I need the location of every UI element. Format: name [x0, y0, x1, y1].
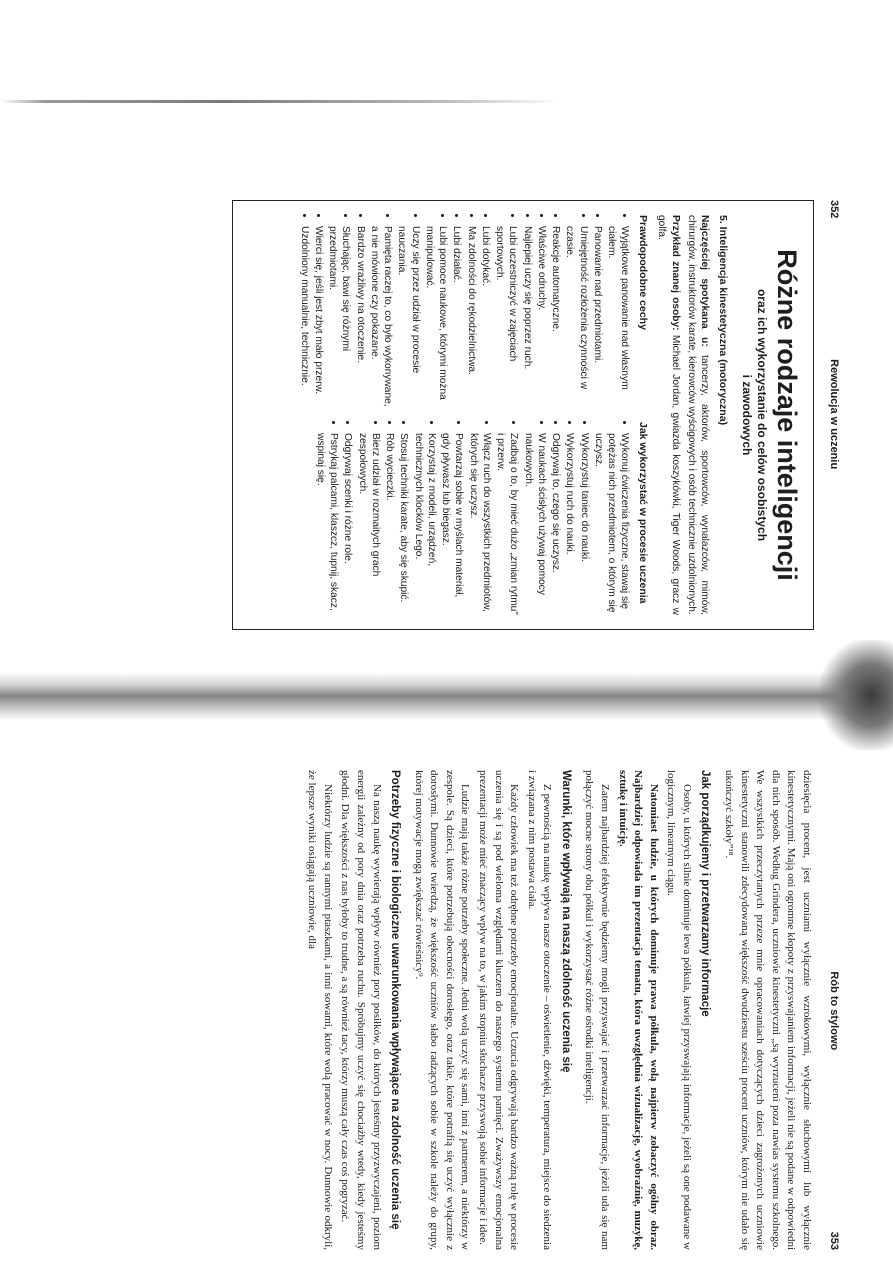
page-number: 352 — [828, 200, 840, 219]
most-common-text: tancerzy, aktorów, sportowców, wynalazców, mimów, chirurgów, instruktorów karate, kierowców wyścigowych i osób technicznie uzdolnionych. — [685, 215, 711, 615]
trait-item: • Pamięta raczej to, co było wykonywane, a nie mówione czy pokazane. — [368, 226, 395, 408]
paragraph: Ludzie mają także różne potrzeby społeczne. Jedni wolą uczyć się sami, inni z partnerem, a niektórzy w zespole. Są dzieci, które potrzebują obecności dorosłego, oraz takie, które potrafią się uczyć wyłącznie z dorosłymi. Dunnowie twierdzą, że większość uczniów słabo radzących sobie w szkole należy do grupy, której motywacje mogą zwiększać rówieśnicy⁹. — [412, 770, 472, 1250]
subtitle-line-2: i zawodowych — [739, 374, 754, 456]
running-head-title: Rewolucja w uczeniu — [828, 359, 840, 470]
traits-list — [297, 215, 631, 408]
usage-item: • Zadbaj o to, by mieć dużo „zmian rytmu” i przerw. — [494, 433, 521, 615]
famous-paragraph — [655, 215, 682, 615]
trait-item: • Panowanie nad przedmiotami. — [591, 226, 604, 408]
famous-text: Michael Jordan, gwiazda koszykówki, Tiger Woods, gracz w golfa. — [656, 215, 681, 615]
trait-item: • Ma zdolności do rękodzielnictwa. — [464, 226, 477, 408]
trait-item: • Lubi działać. — [450, 226, 463, 408]
heading-information-processing: Jak porządkujemy i przetwarzamy informacje — [699, 770, 712, 1017]
usage-item: • Korzystaj z modeli, urządzeń, technicznych klocków Lego. — [411, 433, 438, 615]
paragraph: Każdy człowiek ma też odrębne potrzeby emocjonalne. Uczucia odgrywają bardzo ważną rolę w procesie uczenia się i są pod wieloma względami kluczem do naszego systemu pamięci. Zważywszy emocjonalna prezentacji może mieć znaczący wpływ na to, w jakim stopniu słuchacze przyswoją sobie informacje i idee. — [476, 770, 521, 1250]
paragraph: Niektórzy ludzie są rannymi ptaszkami, a inni sowami, które wolą pracować w nocy. Dunnowie odkryli, że lepsze wyniki osiągają uczniowie, dla — [306, 770, 334, 1250]
box-subtitle — [739, 215, 769, 615]
heading-learning-conditions: Warunki, które wpływają na naszą zdolność uczenia się — [559, 770, 572, 1073]
paragraph: Z pewnością na naukę wpływa nasze otoczenie – oświetlenie, dźwięki, temperatura, miejsce do siedzenia i związana z nim postawa ciała. — [525, 770, 554, 1250]
most-common-paragraph — [685, 215, 712, 615]
scan-artifact-line — [0, 100, 560, 103]
usage-item: • Stosuj techniki karate, aby się skupić. — [397, 433, 410, 615]
trait-item: • Reakcje automatyczne. — [549, 226, 562, 408]
trait-item: • Uczy się przez udział w procesie nauczania. — [395, 226, 422, 408]
usage-item: • Wykorzystuj taniec do nauki. — [577, 433, 590, 615]
usage-item: • Bierz udział w rozmaitych grach zespołowych. — [355, 433, 382, 615]
traits-heading: Prawdopodobne cechy — [637, 215, 650, 330]
page-352 — [80, 200, 840, 630]
usage-item: • W naukach ścisłych używaj pomocy naukowych. — [521, 433, 548, 615]
paragraph-bold: Natomiast ludzie, u których dominuje prawa półkula, wolą najpierw zobaczyć ogólny obraz. Najbardziej odpowiada im prezentacja tematu, która uwzględnia wizualizację, wyobraźnię, muzykę, sztukę i intuicję. — [616, 770, 660, 1250]
usage-list — [314, 422, 632, 615]
subtitle-line-1: oraz ich wykorzystanie do celów osobistych — [754, 288, 769, 542]
page-353 — [80, 770, 840, 1250]
trait-item: • Lubi pomoce naukowe, którymi można manipulować. — [423, 226, 450, 408]
page-number: 353 — [828, 1231, 840, 1250]
intro-paragraph: dziesięcia procent, jest uczniami wyłącznie wzrokowymi, wyłącznie słuchowymi lub wyłącznie kinestetycznymi. Mają oni ogromne kłopoty z przyswajaniem informacji, jeżeli nie są podane w odpowiedni dla nich sposób. Według Grindera, uczniowie kinestetyczni „są wyrzuceni poza nawias systemu szkolnego. We wszystkich przeczytanych przeze mnie opracowaniach dotyczących dzieci zagrożonych uczniowie kinestetyczni stanowili zdecydowaną większość dwudziestu sześciu procent uczniów, którym nie udało się ukończyć szkoły”¹⁸. — [722, 770, 813, 1250]
usage-item: • Wykonuj ćwiczenia fizyczne, stawaj się potężas nich przedmiotem, o którym się uczysz. — [592, 433, 632, 615]
trait-item: • Słuchając, bawi się różnymi przedmiotami. — [326, 226, 353, 408]
trait-item: • Uzdolniony manualnie, technicznie. — [297, 226, 310, 408]
trait-item: • Lubi dotykać. — [479, 226, 492, 408]
usage-item: • Wykorzystuj ruch do nauki. — [563, 433, 576, 615]
usage-item: • Powtarzaj sobie w myślach materiał, gdy pływasz lub biegasz. — [439, 433, 466, 615]
paragraph: Zatem najbardziej efektywnie będziemy mogli przyswajać i przetwarzać informacje, jeżeli uda się nam połączyć mocne strony obu półkul i wykorzystać różne ośrodki inteligencji. — [583, 770, 611, 1250]
most-common-label: Najczęściej spotykana u: — [699, 215, 711, 347]
running-head-left — [828, 200, 840, 630]
usage-column — [296, 422, 649, 615]
trait-item: • Bardzo wrażliwy na otoczenie. — [353, 226, 366, 408]
trait-item: • Lubi uczestniczyć w zajęciach sportowych. — [493, 226, 520, 408]
body-text — [304, 770, 814, 1250]
book-spine-blob — [820, 640, 893, 750]
book-spine-shadow — [0, 672, 893, 720]
usage-item: • Odgrywaj scenki i różne role. — [341, 433, 354, 615]
running-head-title: Rób to stylowo — [828, 971, 840, 1051]
paragraph: Osoby, u których silnie dominuje lewa półkula, łatwiej przyswajają informacje, jeżeli są one podawane w logicznym, linearnym ciągu. — [665, 770, 694, 1250]
usage-item: • Rób wycieczki. — [383, 433, 396, 615]
section-heading: 5. Inteligencja kinestetyczna (motoryczna) — [716, 215, 729, 426]
intelligence-box — [232, 200, 814, 630]
trait-item: • Najlepiej uczy się poprzez ruch. — [520, 226, 533, 408]
trait-item: • Wierci się, jeśli jest zbyt mało przerw. — [312, 226, 325, 408]
usage-item: • Włącz ruch do wszystkich przedmiotów, których się uczysz. — [466, 433, 493, 615]
trait-item: • Wyjątkowe panowanie nad własnym ciałem. — [605, 226, 632, 408]
usage-item: • Pstrykaj palcami, klaszcz, tupnij, skacz, wspinaj się. — [314, 433, 341, 615]
paragraph: Na naszą naukę wywierają wpływ również pory posiłków, do których jesteśmy przyzwyczajeni, poziom energii zależny od pory dnia oraz potrzeba ruchu. Spróbujmy uczyć się chociażby wtedy, kiedy jesteśmy głodni. Dla większości z nas byłoby to trudne, a są również tacy, którzy muszą cały czas coś pogryzać. — [339, 770, 383, 1250]
trait-item: • Właściwe odruchy. — [535, 226, 548, 408]
usage-heading: Jak wykorzystać w procesie uczenia — [637, 422, 650, 604]
traits-column — [296, 215, 649, 408]
trait-item: • Umiejętność rozłożenia czynności w czasie. — [563, 226, 590, 408]
two-columns — [296, 215, 649, 615]
running-head-right — [828, 770, 840, 1250]
famous-label: Przykład znanej osoby: — [669, 215, 681, 331]
usage-item: • Odgrywaj to, czego się uczysz. — [549, 433, 562, 615]
box-title: Różne rodzaje inteligencji — [772, 249, 802, 581]
heading-physical-needs: Potrzeby fizyczne i biologiczne uwarunkowania wpływające na zdolność uczenia się — [388, 770, 401, 1230]
